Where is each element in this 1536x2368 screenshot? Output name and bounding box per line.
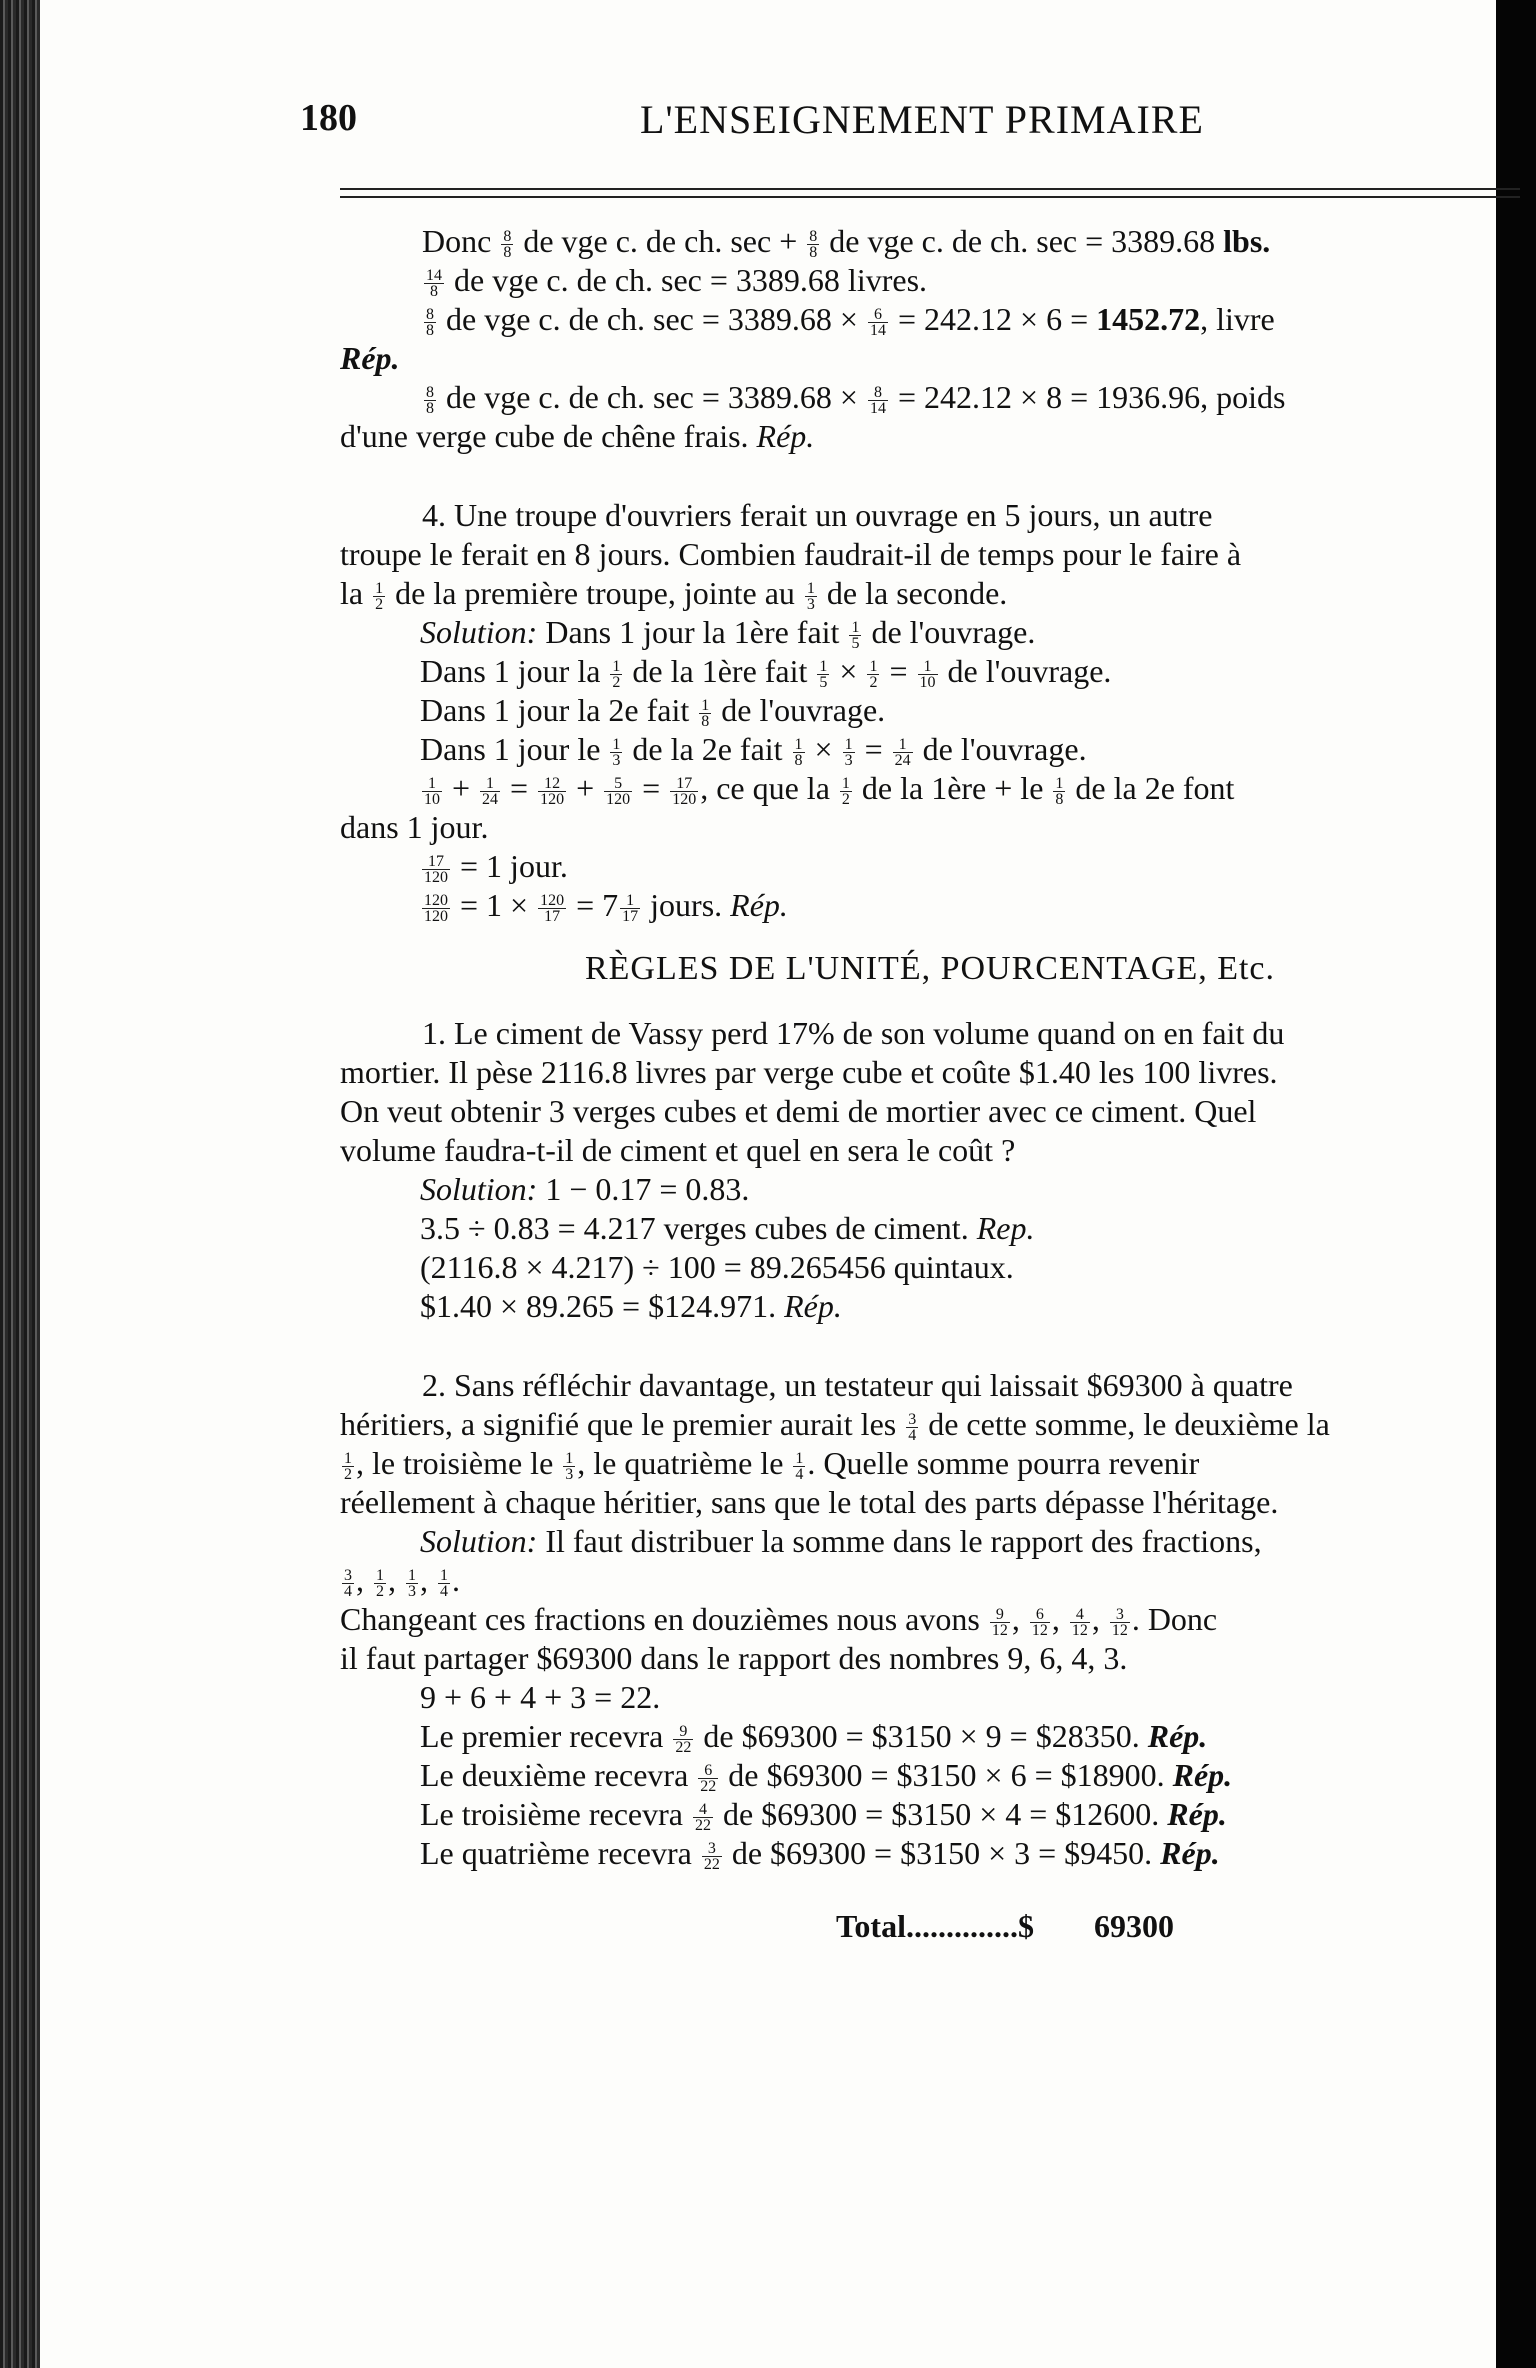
fraction: $\frac{1}{2}$: [841, 775, 850, 808]
answer-line: Le premier recevra $\frac{9}{22}$ de $69300 = $3150 × 9 = $28350. Rép.: [420, 1718, 1208, 1756]
page-header: [300, 96, 1520, 156]
header-rule-bottom: [340, 196, 1520, 198]
solution-line: 9 + 6 + 4 + 3 = 22.: [420, 1679, 661, 1715]
fraction: $\frac{1}{24}$: [894, 736, 911, 769]
text-line: $\frac{8}{8}$ de vge c. de ch. sec = 3389.68 × $\frac{8}{14}$ = 242.12 × 8 = 1936.96, poids: [426, 379, 1286, 417]
problem-2-line: réellement à chaque héritier, sans que le total des parts dépasse l'héritage.: [340, 1484, 1279, 1520]
solution-line: (2116.8 × 4.217) ÷ 100 = 89.265456 quintaux.: [420, 1249, 1014, 1285]
fraction: $\frac{3}{4}$: [344, 1567, 352, 1600]
fraction: $\frac{1}{3}$: [844, 736, 853, 769]
fraction: $\frac{1}{4}$: [440, 1567, 448, 1600]
fraction: $\frac{1}{3}$: [612, 736, 621, 769]
problem-4-line: troupe le ferait en 8 jours. Combien faudrait-il de temps pour le faire à: [340, 536, 1242, 572]
fraction: $\frac{4}{12}$: [1071, 1606, 1088, 1639]
answer-line: Le quatrième recevra $\frac{3}{22}$ de $69300 = $3150 × 3 = $9450. Rép.: [420, 1835, 1220, 1873]
solution-line: Dans 1 jour le $\frac{1}{3}$ de la 2e fait $\frac{1}{8}$ × $\frac{1}{3}$ = $\frac{1}{24}$ de l'ouvrage.: [420, 731, 1087, 769]
fraction: $\frac{120}{120}$: [424, 892, 448, 925]
fraction: $\frac{1}{2}$: [344, 1450, 352, 1483]
problem-2-line: héritiers, a signifié que le premier aurait les $\frac{3}{4}$ de cette somme, le deuxième la: [340, 1406, 1330, 1444]
section-title: RÈGLES DE L'UNITÉ, POURCENTAGE, Etc.: [584, 950, 1276, 987]
problem-2-line: 2. Sans réfléchir davantage, un testateur qui laissait $69300 à quatre: [422, 1367, 1293, 1403]
text-line: Donc $\frac{8}{8}$ de vge c. de ch. sec + $\frac{8}{8}$ de vge c. de ch. sec = 3389.68 lbs.: [422, 223, 1271, 261]
solution-line: 3.5 ÷ 0.83 = 4.217 verges cubes de ciment. Rep.: [420, 1210, 1035, 1246]
page-number: 180: [300, 97, 357, 139]
fraction: $\frac{3}{12}$: [1111, 1606, 1128, 1639]
fraction: $\frac{12}{120}$: [540, 775, 565, 808]
answer-line: Le deuxième recevra $\frac{6}{22}$ de $69300 = $3150 × 6 = $18900. Rép.: [420, 1757, 1233, 1795]
fraction: $\frac{14}{8}$: [426, 267, 442, 300]
fraction: $\frac{3}{4}$: [908, 1411, 917, 1444]
solution-line: Solution: 1 − 0.17 = 0.83.: [420, 1171, 750, 1207]
total-line: [340, 1907, 1520, 1946]
fraction: $\frac{1}{3}$: [565, 1450, 574, 1483]
fraction: $\frac{1}{2}$: [375, 580, 384, 613]
text-line: $\frac{14}{8}$ de vge c. de ch. sec = 3389.68 livres.: [426, 262, 928, 300]
text-line: Rép.: [340, 340, 400, 376]
fraction: $\frac{8}{8}$: [503, 228, 512, 261]
fraction: $\frac{9}{12}$: [991, 1606, 1008, 1639]
fraction: $\frac{17}{120}$: [672, 775, 697, 808]
fraction: $\frac{1}{8}$: [701, 697, 710, 730]
solution-line: $\frac{17}{120}$ = 1 jour.: [424, 848, 568, 886]
solution-line: il faut partager $69300 dans le rapport des nombres 9, 6, 4, 3.: [340, 1640, 1128, 1676]
fraction: $\frac{1}{3}$: [408, 1567, 416, 1600]
problem-2-line: $\frac{1}{2}$ , le troisième le $\frac{1}{3}$ , le quatrième le $\frac{1}{4}$ . Quelle somme pourra revenir: [344, 1445, 1200, 1483]
fraction: $\frac{4}{22}$: [694, 1801, 711, 1834]
problem-1-line: 1. Le ciment de Vassy perd 17% de son volume quand on en fait du: [422, 1015, 1285, 1051]
header-rule-top: [340, 188, 1520, 190]
book-binding-edge: [0, 0, 40, 2368]
fraction: $\frac{1}{17}$: [622, 892, 639, 925]
fraction: $\frac{1}{2}$: [376, 1567, 384, 1600]
fraction: $\frac{1}{8}$: [1055, 775, 1064, 808]
running-title: L'ENSEIGNEMENT PRIMAIRE: [640, 97, 1204, 142]
fraction: $\frac{6}{14}$: [869, 306, 886, 339]
problem-1-line: On veut obtenir 3 verges cubes et demi de mortier avec ce ciment. Quel: [340, 1093, 1257, 1129]
fraction: $\frac{6}{22}$: [700, 1762, 717, 1795]
problem-4-line: 4. Une troupe d'ouvriers ferait un ouvrage en 5 jours, un autre: [422, 497, 1213, 533]
fraction: $\frac{8}{8}$: [809, 228, 818, 261]
solution-line: $\frac{120}{120}$ = 1 × $\frac{120}{17}$ = 7 $\frac{1}{17}$ jours. Rép.: [424, 887, 788, 925]
solution-line: Changeant ces fractions en douzièmes nous avons $\frac{9}{12}$ , $\frac{6}{12}$ , $\frac{4}{12}$ , $\frac{3}{12}$ . Donc: [340, 1601, 1218, 1639]
fraction: $\frac{1}{24}$: [482, 775, 499, 808]
solution-line: $1.40 × 89.265 = $124.971. Rép.: [420, 1288, 842, 1324]
fraction: $\frac{1}{2}$: [612, 658, 621, 691]
solution-line: Solution: Il faut distribuer la somme dans le rapport des fractions,: [420, 1523, 1262, 1559]
solution-line: Solution: Dans 1 jour la 1ère fait $\frac{1}{5}$ de l'ouvrage.: [420, 614, 1036, 652]
fraction: $\frac{1}{10}$: [424, 775, 440, 808]
fraction: $\frac{1}{4}$: [795, 1450, 804, 1483]
text-line: d'une verge cube de chêne frais. Rép.: [340, 418, 815, 454]
fraction: $\frac{1}{5}$: [851, 619, 860, 652]
text-line: $\frac{8}{8}$ de vge c. de ch. sec = 3389.68 × $\frac{6}{14}$ = 242.12 × 6 = 1452.72, livre: [426, 301, 1275, 339]
fraction: $\frac{8}{8}$: [426, 306, 434, 339]
book-page: [40, 0, 1496, 2368]
problem-1-line: mortier. Il pèse 2116.8 livres par verge cube et coûte $1.40 les 100 livres.: [340, 1054, 1278, 1090]
solution-line: $\frac{3}{4}$ , $\frac{1}{2}$ , $\frac{1}{3}$ , $\frac{1}{4}$ .: [344, 1562, 460, 1600]
solution-line: Dans 1 jour la $\frac{1}{2}$ de la 1ère fait $\frac{1}{5}$ × $\frac{1}{2}$ = $\frac{1}{10}$ de l'ouvrage.: [420, 653, 1112, 691]
page-body: [340, 222, 1520, 1946]
fraction: $\frac{1}{8}$: [794, 736, 803, 769]
total-amount: 69300: [1093, 1908, 1174, 1944]
solution-line: Dans 1 jour la 2e fait $\frac{1}{8}$ de l'ouvrage.: [420, 692, 886, 730]
fraction: $\frac{3}{22}$: [703, 1840, 720, 1873]
fraction: $\frac{5}{120}$: [606, 775, 631, 808]
fraction: $\frac{17}{120}$: [424, 853, 448, 886]
fraction: $\frac{8}{8}$: [426, 384, 434, 417]
solution-line: dans 1 jour.: [340, 809, 489, 845]
fraction: $\frac{6}{12}$: [1031, 1606, 1048, 1639]
problem-4-line: la $\frac{1}{2}$ de la première troupe, jointe au $\frac{1}{3}$ de la seconde.: [340, 575, 1008, 613]
solution-line: $\frac{1}{10}$ + $\frac{1}{24}$ = $\frac{12}{120}$ + $\frac{5}{120}$ = $\frac{17}{120}$ , ce que la $\frac{1}{2}$ de la 1ère + le $\frac{1}{8}$ de la 2e font: [424, 770, 1235, 808]
fraction: $\frac{120}{17}$: [540, 892, 565, 925]
fraction: $\frac{1}{10}$: [919, 658, 936, 691]
problem-1-line: volume faudra-t-il de ciment et quel en sera le coût ?: [340, 1132, 1016, 1168]
answer-list: [340, 1717, 1520, 1873]
fraction: $\frac{1}{2}$: [869, 658, 878, 691]
fraction: $\frac{1}{5}$: [819, 658, 828, 691]
fraction: $\frac{9}{22}$: [675, 1723, 692, 1756]
total-label: Total..............$: [836, 1908, 1034, 1944]
fraction: $\frac{1}{3}$: [806, 580, 815, 613]
answer-line: Le troisième recevra $\frac{4}{22}$ de $69300 = $3150 × 4 = $12600. Rép.: [420, 1796, 1227, 1834]
fraction: $\frac{8}{14}$: [869, 384, 886, 417]
